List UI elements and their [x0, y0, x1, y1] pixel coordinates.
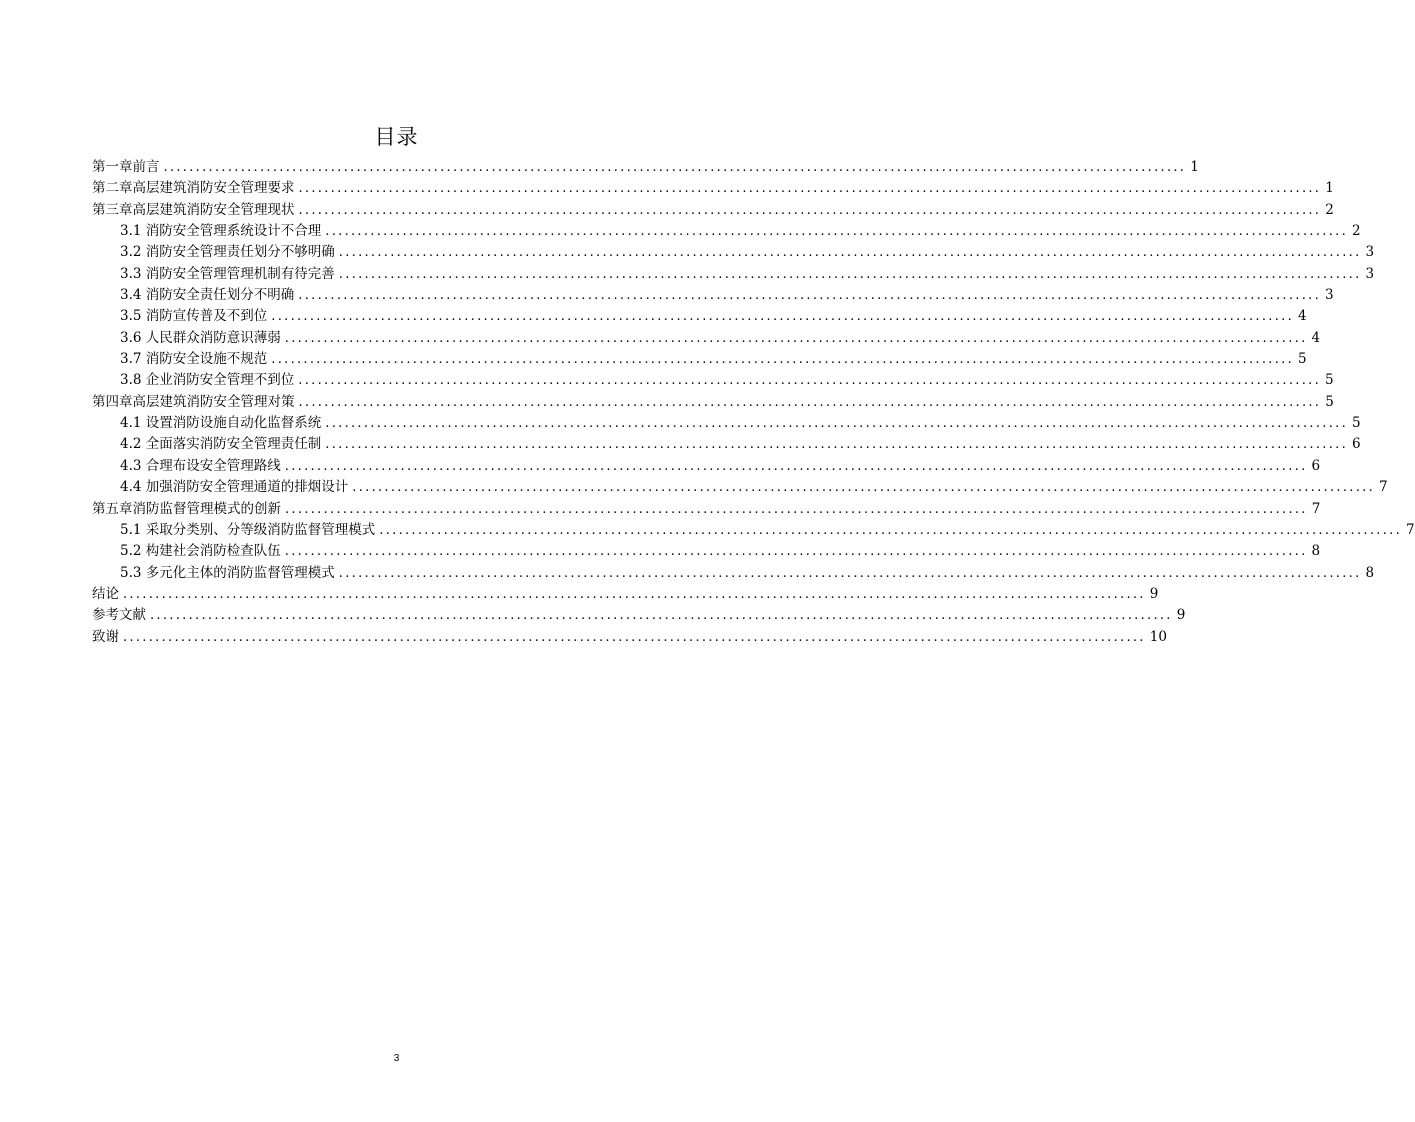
toc-entry-page: 1: [1325, 180, 1334, 197]
toc-entry-page: 7: [1379, 479, 1388, 496]
toc-entry-page: 4: [1311, 329, 1321, 346]
toc-entry-label: 3.3 消防安全管理管理机制有待完善: [120, 265, 335, 282]
toc-dot-leader: ...............................................................................................................................................................: [150, 608, 1173, 624]
toc-entry[interactable]: [92, 627, 1167, 648]
toc-entry[interactable]: [92, 178, 1334, 199]
toc-entry[interactable]: [92, 285, 1334, 306]
toc-entry-label: 4.2 全面落实消防安全管理责任制: [120, 436, 322, 453]
toc-entry[interactable]: [92, 200, 1334, 221]
toc-dot-leader: ...............................................................................................................................................................: [352, 480, 1376, 496]
toc-entry-page: 7: [1311, 500, 1321, 517]
toc-dot-leader: ...............................................................................................................................................................: [298, 181, 1322, 197]
toc-dot-leader: ...............................................................................................................................................................: [325, 416, 1349, 432]
toc-dot-leader: ...............................................................................................................................................................: [123, 586, 1146, 602]
toc-entry-label: 第一章前言: [92, 159, 160, 175]
toc-dot-leader: ...............................................................................................................................................................: [298, 202, 1322, 218]
toc-entry-label: 3.8 企业消防安全管理不到位: [120, 372, 295, 389]
toc-entry-page: 5: [1298, 351, 1307, 368]
toc-entry[interactable]: [92, 434, 1361, 455]
toc-dot-leader: ...............................................................................................................................................................: [338, 266, 1362, 282]
toc-entry-label: 第三章高层建筑消防安全管理现状: [92, 201, 295, 218]
toc-entry[interactable]: [92, 520, 1415, 541]
toc-entry-label: 3.2 消防安全管理责任划分不够明确: [120, 244, 335, 261]
toc-entry-page: 3: [1325, 287, 1334, 304]
toc-entry-page: 5: [1325, 372, 1334, 389]
toc-entry[interactable]: [92, 328, 1321, 349]
page-number: 3: [393, 1053, 400, 1064]
toc-entry-label: 5.3 多元化主体的消防监督管理模式: [120, 564, 335, 581]
toc-entry[interactable]: [92, 242, 1375, 263]
toc-dot-leader: ...............................................................................................................................................................: [271, 309, 1295, 325]
toc-entry-page: 2: [1325, 201, 1334, 218]
toc-entry-label: 4.1 设置消防设施自动化监督系统: [120, 415, 322, 432]
toc-entry-page: 4: [1298, 308, 1307, 325]
toc-entry-page: 5: [1352, 415, 1361, 432]
toc-entry-label: 结论: [92, 585, 119, 602]
toc-dot-leader: ...............................................................................................................................................................: [284, 544, 1308, 560]
page-title: 目录: [374, 125, 419, 149]
toc-entry-label: 3.7 消防安全设施不规范: [120, 351, 268, 368]
toc-entry-label: 3.1 消防安全管理系统设计不合理: [120, 223, 322, 240]
toc-entry-page: 10: [1149, 628, 1167, 645]
toc-entry-page: 8: [1365, 564, 1375, 581]
toc-entry-label: 5.1 采取分类别、分等级消防监督管理模式: [120, 521, 376, 538]
toc-entry[interactable]: [92, 370, 1334, 391]
toc-entry-page: 8: [1311, 543, 1321, 560]
toc-entry[interactable]: [92, 413, 1361, 434]
toc-dot-leader: ...............................................................................................................................................................: [298, 373, 1322, 389]
toc-dot-leader: ...............................................................................................................................................................: [298, 288, 1322, 304]
toc-entry[interactable]: [92, 499, 1321, 520]
toc-entry-label: 5.2 构建社会消防检查队伍: [120, 543, 281, 560]
toc-entry-label: 4.3 合理布设安全管理路线: [120, 457, 281, 474]
toc-entry-page: 2: [1352, 223, 1361, 240]
toc-entry-label: 3.6 人民群众消防意识薄弱: [120, 329, 281, 346]
toc-entry-page: 9: [1176, 607, 1186, 624]
toc-entry-page: 6: [1311, 457, 1321, 474]
toc-dot-leader: ...............................................................................................................................................................: [325, 224, 1349, 240]
toc-entry-label: 致谢: [92, 628, 119, 645]
toc-entry[interactable]: [92, 264, 1375, 285]
toc-entry-label: 3.5 消防宣传普及不到位: [120, 308, 268, 325]
toc-entry[interactable]: [92, 221, 1361, 242]
toc-dot-leader: ...............................................................................................................................................................: [298, 394, 1322, 410]
toc-dot-leader: ...............................................................................................................................................................: [271, 352, 1295, 368]
toc-dot-leader: ...............................................................................................................................................................: [379, 522, 1403, 538]
toc-entry-page: 1: [1190, 159, 1199, 175]
toc-entry-label: 第二章高层建筑消防安全管理要求: [92, 180, 295, 197]
toc-entry-page: 3: [1365, 265, 1375, 282]
toc-entry-label: 4.4 加强消防安全管理通道的排烟设计: [120, 479, 349, 496]
toc-dot-leader: ...............................................................................................................................................................: [163, 160, 1187, 175]
toc-entry-label: 3.4 消防安全责任划分不明确: [120, 287, 295, 304]
toc-entry[interactable]: [92, 563, 1375, 584]
toc-dot-leader: ...............................................................................................................................................................: [123, 629, 1146, 645]
toc-entry-page: 6: [1352, 436, 1361, 453]
toc-entry[interactable]: [92, 157, 1199, 178]
toc-entry[interactable]: [92, 477, 1388, 498]
toc-entry-label: 第五章消防监督管理模式的创新: [92, 500, 281, 517]
toc-entry-page: 3: [1365, 244, 1375, 261]
toc-entry[interactable]: [92, 605, 1186, 626]
toc-dot-leader: ...............................................................................................................................................................: [338, 245, 1362, 261]
toc-dot-leader: ...............................................................................................................................................................: [338, 565, 1362, 581]
toc-entry-page: 9: [1149, 585, 1159, 602]
toc-entry-page: 5: [1325, 393, 1334, 410]
toc-entry[interactable]: [92, 584, 1159, 605]
toc-dot-leader: ...............................................................................................................................................................: [325, 437, 1349, 453]
toc-entry[interactable]: [92, 456, 1321, 477]
toc-entry[interactable]: [92, 541, 1321, 562]
toc-entry-label: 第四章高层建筑消防安全管理对策: [92, 393, 295, 410]
toc-entry-label: 参考文献: [92, 607, 146, 624]
toc-dot-leader: ...............................................................................................................................................................: [284, 330, 1308, 346]
toc-dot-leader: ...............................................................................................................................................................: [284, 458, 1308, 474]
toc-entry[interactable]: [92, 349, 1307, 370]
toc-entry[interactable]: [92, 306, 1307, 327]
toc-entry[interactable]: [92, 392, 1334, 413]
toc-entry-page: 7: [1406, 521, 1415, 538]
toc-dot-leader: ...............................................................................................................................................................: [285, 501, 1308, 517]
table-of-contents: [92, 157, 1415, 648]
